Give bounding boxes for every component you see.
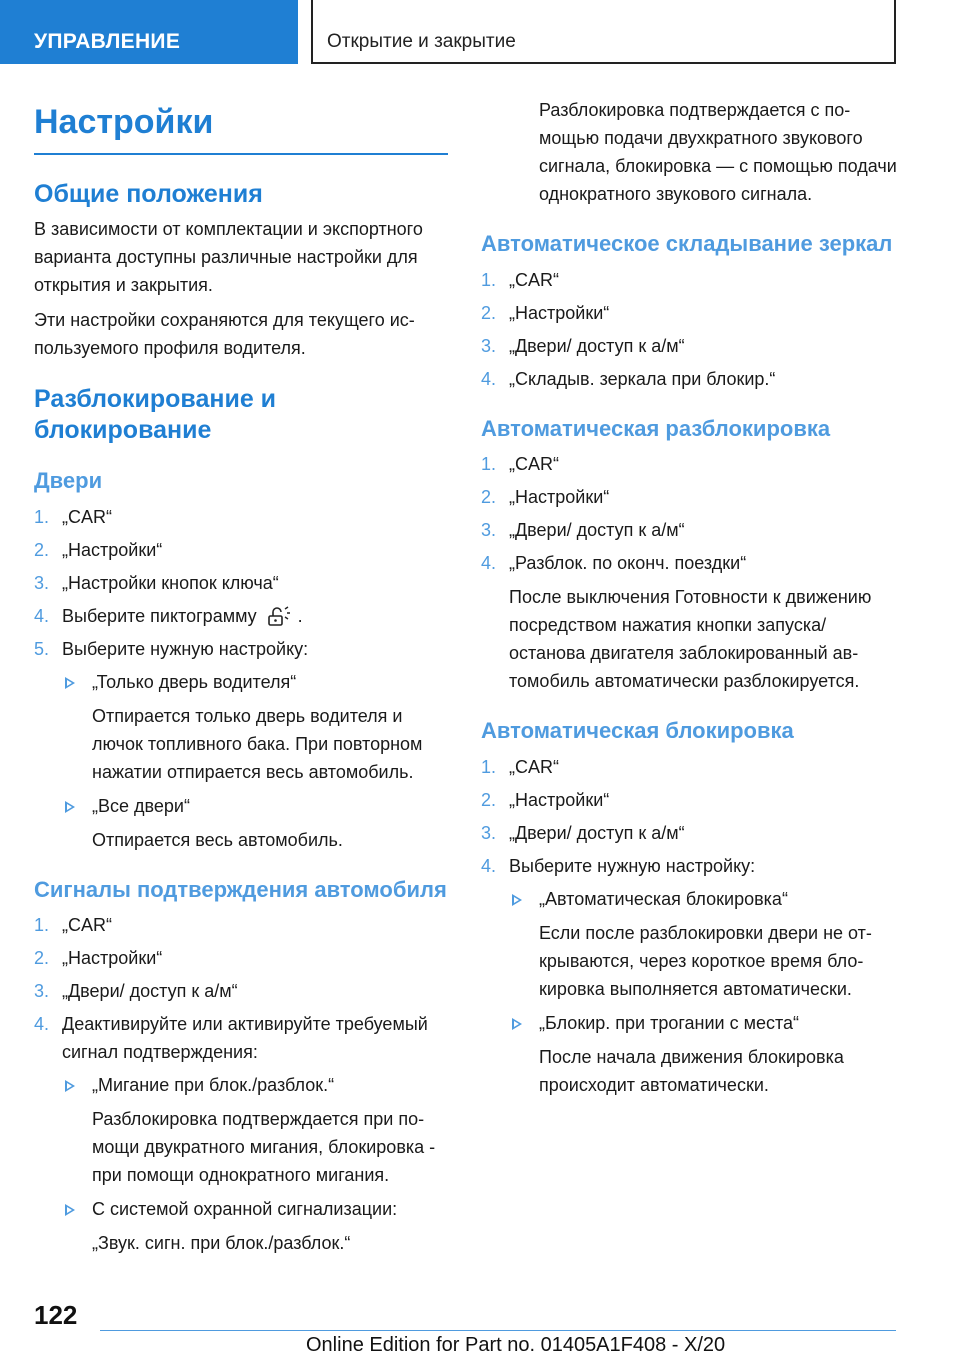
general-paragraph: В зависимости от комплектации и экспортного варианта доступны различные настройки для открытия и закрытия. [34,219,423,296]
option-item [509,1009,901,1099]
step-number: 1. [481,756,497,777]
signals-steps [34,911,448,1257]
option-label: „Все двери“ [92,795,190,816]
option-description: Отпирается только дверь водителя и лючок топливного бака. При повторном нажатии отпирается весь автомобиль. [92,705,423,782]
auto-unlock-heading: Автоматическая разблокировка [481,415,831,441]
step-text: „Двери/ доступ к а/м“ [509,822,685,843]
list-item [481,332,901,360]
step-number: 4. [34,605,50,626]
list-item [34,503,448,531]
step-number: 3. [481,335,497,356]
option-description: Отпирается весь автомобиль. [92,829,343,850]
option-description: После начала движения блокировка происходит автоматически. [539,1046,844,1095]
step-number: 2. [481,789,497,810]
list-item [481,753,901,781]
edition-text: Online Edition for Part no. 01405A1F408 - X/20 [306,1334,726,1356]
step-text-suffix: . [297,605,303,626]
step-number: 3. [34,981,50,1002]
triangle-bullet-icon [65,801,75,813]
step-number: 2. [34,948,50,969]
step-text: „Двери/ доступ к а/м“ [509,335,685,356]
option-item [62,1071,448,1189]
signals-section [34,876,448,1258]
step-number: 1. [481,454,497,474]
step-text: Деактивируйте или активируйте требуемый сигнал подтверждения: [62,1014,428,1063]
step-text: „Настройки“ [509,487,610,507]
list-item [481,266,901,294]
step-text: „Настройки“ [509,789,610,810]
step-number: 1. [34,915,50,936]
doors-steps [34,503,448,854]
triangle-bullet-icon [65,1080,75,1092]
auto-lock-heading: Автоматическая блокировка [481,718,794,743]
doors-heading: Двери [34,468,103,494]
auto-lock-section [481,717,901,1099]
list-item [481,786,901,814]
unlock-section [34,384,448,1257]
option-item [509,885,901,1003]
auto-lock-steps [481,753,901,1099]
step-text: „CAR“ [62,915,112,936]
step-text: „Настройки кнопок ключа“ [62,572,279,593]
step-number: 4. [34,1014,50,1035]
step-text: „Настройки“ [509,302,610,323]
list-item [481,852,901,1099]
list-item [34,536,448,564]
auto-lock-options [509,885,901,1099]
mirrors-heading: Автоматическое складывание зеркал [481,231,893,256]
step-number: 2. [481,302,497,323]
step-text: „Разблок. по оконч. поездки“ [509,553,747,573]
step-number: 2. [34,539,50,560]
step-number: 4. [481,368,497,389]
step-text: „Настройки“ [62,539,163,560]
list-item [34,911,448,939]
list-item [34,602,448,630]
step-number: 3. [481,520,497,540]
step-number: 4. [481,553,497,573]
auto-unlock-section [481,415,901,696]
option-label: „Блокир. при трогании с места“ [539,1012,800,1033]
page-title: Настройки [34,102,448,155]
step-text: „CAR“ [62,506,112,527]
list-item [481,299,901,327]
page-footer [0,1290,960,1362]
list-item [481,549,901,695]
step-text: Выберите нужную настройку: [62,638,309,659]
option-item [62,792,448,854]
general-paragraph: Эти настройки сохраняются для текущего используемого профиля водителя. [34,310,415,359]
step-text: „CAR“ [509,454,559,474]
list-item [481,483,901,511]
triangle-bullet-icon [65,677,75,689]
step-number: 4. [481,855,497,876]
step-number: 1. [34,506,50,527]
page-header [0,0,960,66]
left-column [34,96,448,1263]
option-description: Если после разблокировки двери не открываются, через короткое время блокировка выполняется автоматически. [539,922,872,999]
doors-section [34,467,448,854]
option-label: С системой охранной сигнализации: [92,1199,398,1220]
list-item [481,365,901,393]
list-item [34,569,448,597]
unlock-heading: Разблокирование и блокирование [34,385,277,444]
list-item [481,450,901,478]
page-number: 122 [34,1300,78,1330]
option-description: „Звук. сигн. при блок./разблок.“ [92,1233,351,1254]
step-text: „CAR“ [509,269,559,290]
continuation-text: Разблокировка подтверждается с помощью подачи двухкратного звукового сигнала, блокировка — с помощью подачи однократного звукового сигнала. [539,100,897,204]
list-item [481,819,901,847]
auto-unlock-steps [481,450,901,695]
general-heading: Общие положения [34,179,263,208]
step-number: 2. [481,487,497,507]
step-number: 3. [34,572,50,593]
signals-heading: Сигналы подтверждения автомобиля [34,876,447,902]
section-tab: УПРАВЛЕНИЕ [0,0,298,64]
option-item [62,1195,448,1257]
option-description: Разблокировка подтверждается при помощи двукратного мигания, блокировка - при помощи однократного мигания. [92,1109,436,1186]
right-column [481,96,901,1105]
triangle-bullet-icon [512,1018,522,1030]
step-number: 5. [34,638,50,659]
doors-options [62,668,448,854]
signals-options [62,1071,448,1257]
triangle-bullet-icon [65,1204,75,1216]
step-text: „Складыв. зеркала при блокир.“ [509,368,776,389]
step-text: „Настройки“ [62,948,163,969]
list-item [34,977,448,1005]
step-note: После выключения Готовности к движению посредством нажатия кнопки запуска/ останова двигателя заблокированный автомобиль автоматически разблокируется. [509,587,872,691]
step-number: 1. [481,269,497,290]
mirrors-steps [481,266,901,393]
step-text: „Двери/ доступ к а/м“ [62,981,238,1002]
list-item [481,516,901,544]
footer-divider [100,1330,896,1331]
unlock-key-button-icon [266,606,292,628]
option-label: „Мигание при блок./разблок.“ [92,1075,335,1096]
step-text: „Двери/ доступ к а/м“ [509,520,685,540]
triangle-bullet-icon [512,894,522,906]
option-label: „Автоматическая блокировка“ [539,888,788,909]
step-text: „CAR“ [509,756,559,777]
step-text: Выберите нужную настройку: [509,855,756,876]
step-text: Выберите пиктограмму [62,605,257,626]
option-label: „Только дверь водителя“ [92,671,297,692]
option-item [62,668,448,786]
list-item [34,635,448,854]
step-number: 3. [481,822,497,843]
list-item [34,944,448,972]
list-item [34,1010,448,1257]
topic-tab: Открытие и закрытие [311,0,896,64]
mirrors-section [481,230,901,393]
